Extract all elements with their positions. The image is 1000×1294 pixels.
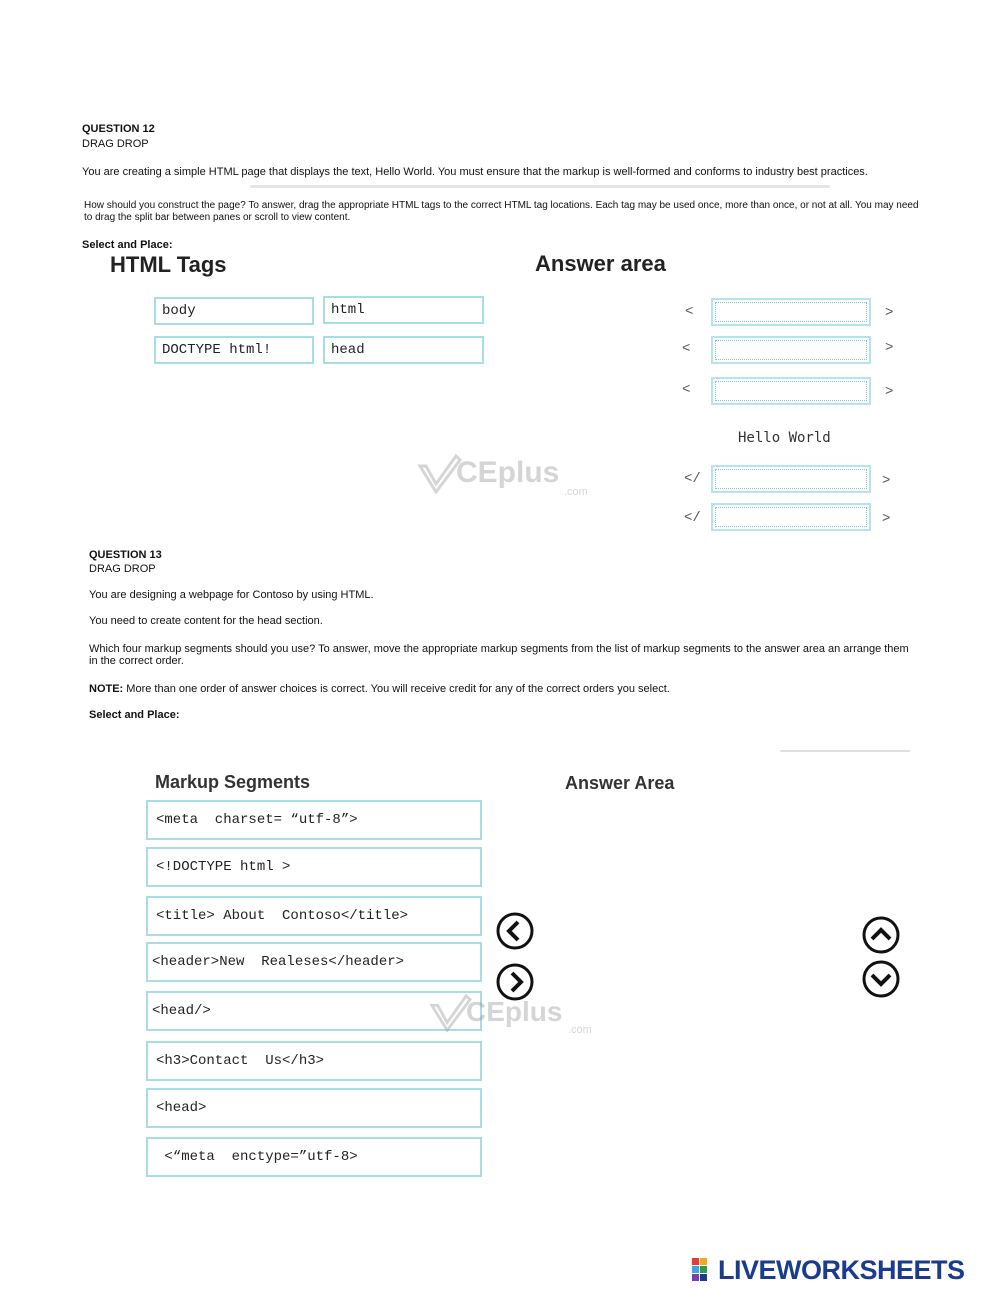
ceplus-watermark <box>416 452 598 500</box>
watermark-text: CEplus <box>466 996 563 1027</box>
segment-3[interactable]: <title> About Contoso</title> <box>146 896 482 936</box>
drop-slot-4[interactable] <box>711 465 871 493</box>
answer-area-title: Answer area <box>535 251 666 276</box>
watermark-sub: .com <box>564 486 588 498</box>
q13-p1: You are designing a webpage for Contoso by using HTML. <box>89 589 374 601</box>
end-bracket: > <box>882 473 891 489</box>
q12-number: QUESTION 12 <box>82 123 155 135</box>
drop-slot-1[interactable] <box>711 298 871 326</box>
end-bracket: > <box>882 511 891 527</box>
tag-body[interactable]: body <box>154 297 314 325</box>
liveworksheets-logo[interactable] <box>692 1256 965 1284</box>
q13-p2: You need to create content for the head section. <box>89 615 323 627</box>
q13-number: QUESTION 13 <box>89 549 162 561</box>
close-open-bracket: </ <box>684 471 701 487</box>
chevron-up-icon <box>861 915 901 955</box>
brand-name: LIVEWORKSHEETS <box>718 1254 965 1285</box>
open-bracket: < <box>682 382 691 398</box>
note-text: More than one order of answer choices is correct. You will receive credit for any of the correct orders you select. <box>123 683 670 695</box>
html-tags-title: HTML Tags <box>110 252 227 277</box>
open-bracket: < <box>682 341 691 357</box>
note-label: NOTE: <box>89 683 124 695</box>
end-bracket: > <box>885 305 894 321</box>
segment-1[interactable]: <meta charset= “utf-8”> <box>146 800 482 840</box>
move-left-button[interactable] <box>495 911 535 951</box>
q12-select-place: Select and Place: <box>82 239 173 251</box>
drop-slot-3[interactable] <box>711 377 871 405</box>
watermark-sub: .com <box>568 1024 592 1036</box>
drop-slot-2[interactable] <box>711 336 871 364</box>
drop-slot-5[interactable] <box>711 503 871 531</box>
open-bracket: < <box>685 304 694 320</box>
q13-note <box>89 683 670 695</box>
q12-type: DRAG DROP <box>82 138 149 150</box>
hello-world-text: Hello World <box>738 430 831 446</box>
segment-7[interactable]: <head> <box>146 1088 482 1128</box>
tag-doctype[interactable]: DOCTYPE html! <box>154 336 314 364</box>
segment-2[interactable]: <!DOCTYPE html > <box>146 847 482 887</box>
end-bracket: > <box>885 340 894 356</box>
q13-type: DRAG DROP <box>89 563 156 575</box>
tag-head[interactable]: head <box>323 336 484 364</box>
tag-html[interactable]: html <box>323 296 484 324</box>
answer-area-title-2: Answer Area <box>565 773 675 793</box>
chevron-left-icon <box>495 911 535 951</box>
ceplus-watermark-2 <box>428 992 598 1038</box>
markup-segments-title: Markup Segments <box>155 772 311 792</box>
watermark-text: CEplus <box>456 456 560 489</box>
q13-select-place: Select and Place: <box>89 709 180 721</box>
segment-5[interactable]: <head/> <box>146 991 482 1031</box>
segment-6[interactable]: <h3>Contact Us</h3> <box>146 1041 482 1081</box>
q12-instructions: How should you construct the page? To answer, drag the appropriate HTML tags to the correct HTML tag locations. Each tag may be used once, more than once, or not at all. You may need to drag the split bar between panes or scroll to view content. <box>84 200 919 223</box>
end-bracket: > <box>885 384 894 400</box>
liveworksheets-icon <box>692 1258 716 1282</box>
blurred-line <box>250 185 830 188</box>
blurred-line <box>780 750 910 752</box>
q13-p3: Which four markup segments should you use? To answer, move the appropriate markup segments from the list of markup segments to the answer area an arrange them in the correct order. <box>89 643 909 667</box>
close-open-bracket: </ <box>684 510 701 526</box>
move-down-button[interactable] <box>861 959 901 999</box>
segment-4[interactable]: <header>New Realeses</header> <box>146 942 482 982</box>
move-up-button[interactable] <box>861 915 901 955</box>
chevron-down-icon <box>861 959 901 999</box>
segment-8[interactable]: <“meta enctype=”utf-8> <box>146 1137 482 1177</box>
q12-intro: You are creating a simple HTML page that displays the text, Hello World. You must ensure that the markup is well-formed and conforms to industry best practices. <box>82 166 868 178</box>
